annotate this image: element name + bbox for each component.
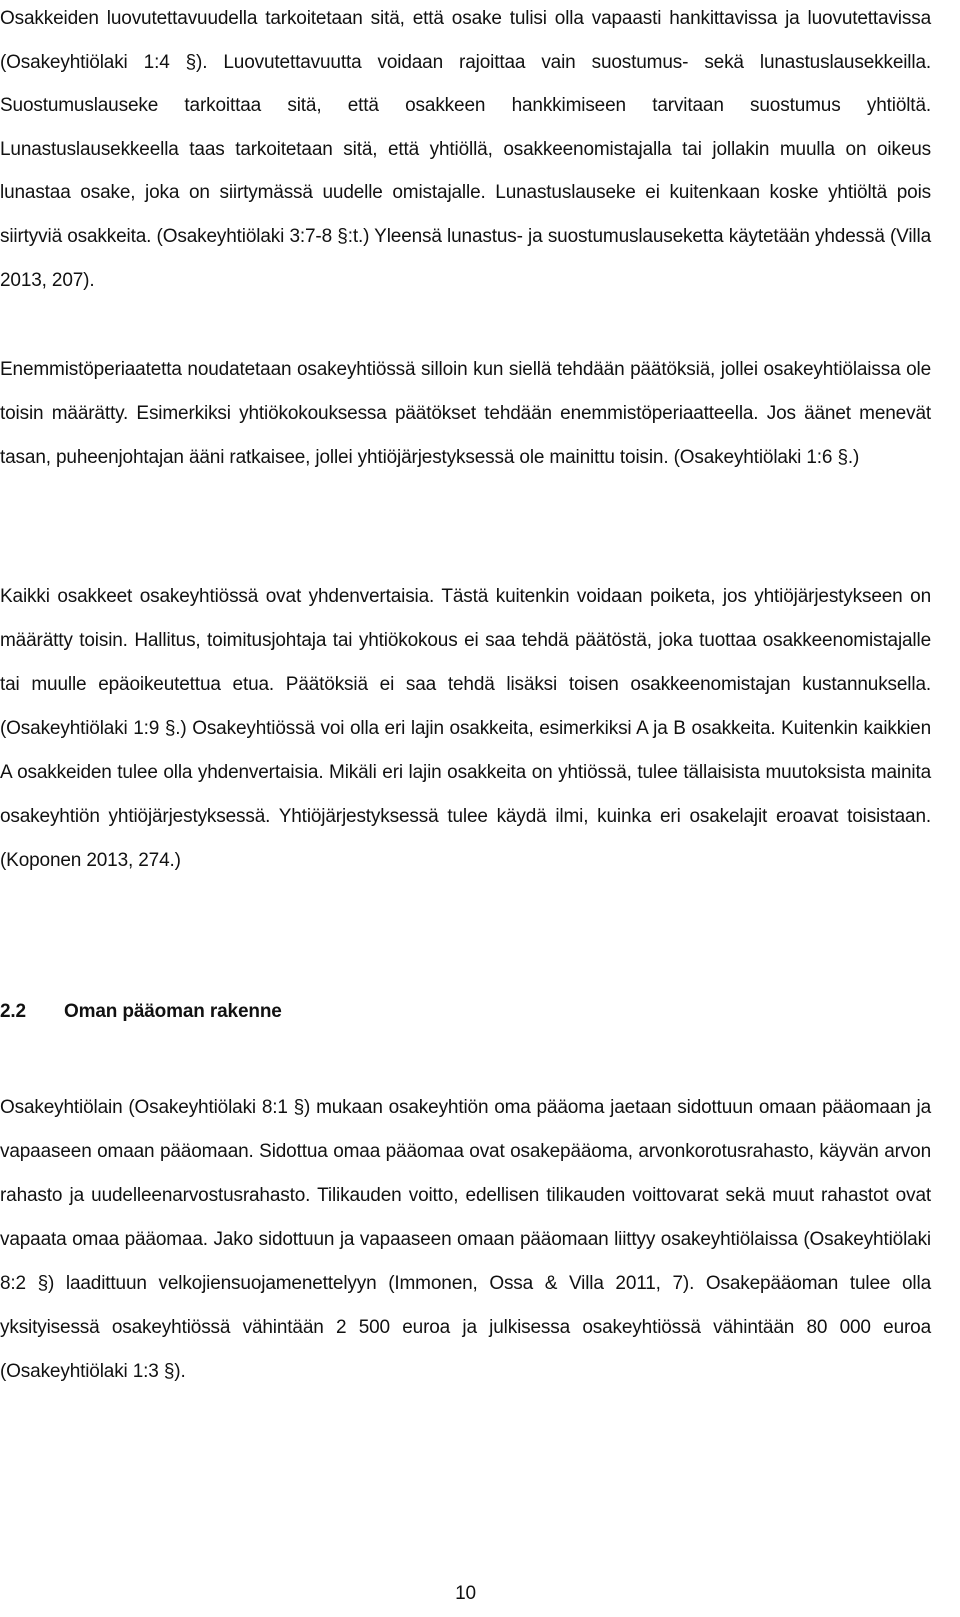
paragraph-equal-shares: Kaikki osakkeet osakeyhtiössä ovat yhdenvertaisia. Tästä kuitenkin voidaan poiketa, jos yhtiöjärjestykseen on määrätty toisin. Hallitus, toimitusjohtaja tai yhtiökokous ei saa tehdä päätöstä, joka tuottaa osakkeenomistajalle tai muulle epäoikeutettua etua. Päätöksiä ei saa tehdä lisäksi toisen osakkeenomistajan kustannuksella. (Osakeyhtiölaki 1:9 §.) Osakeyhtiössä voi olla eri lajin osakkeita, esimerkiksi A ja B osakkeita. Kuitenkin kaikkien A osakkeiden tulee olla yhdenvertaisia. Mikäli eri lajin osakkeita on yhtiössä, tulee tällaisista muutoksista mainita osakeyhtiön yhtiöjärjestyksessä. Yhtiöjärjestyksessä tulee käydä ilmi, kuinka eri osakelajit eroavat toisistaan. (Koponen 2013, 274.) [0, 586, 931, 871]
section-heading [0, 990, 931, 1034]
section-number: 2.2 [0, 1001, 26, 1022]
paragraph-majority-principle: Enemmistöperiaatetta noudatetaan osakeyhtiössä silloin kun siellä tehdään päätöksiä, jollei osakeyhtiölaissa ole toisin määrätty. Esimerkiksi yhtiökokouksessa päätökset tehdään enemmistöperiaatteella. Jos äänet menevät tasan, puheenjohtajan ääni ratkaisee, jollei yhtiöjärjestyksessä ole mainittu toisin. (Osakeyhtiölaki 1:6 §.) [0, 359, 931, 468]
paragraph-equity-structure: Osakeyhtiölain (Osakeyhtiölaki 8:1 §) mukaan osakeyhtiön oma pääoma jaetaan sidottuun omaan pääomaan ja vapaaseen omaan pääomaan. Sidottua omaa pääomaa ovat osakepääoma, arvonkorotusrahasto, käyvän arvon rahasto ja uudelleenarvostusrahasto. Tilikauden voitto, edellisen tilikauden voittovarat sekä muut rahastot ovat vapaata omaa pääomaa. Jako sidottuun ja vapaaseen omaan pääomaan liittyy osakeyhtiölaissa (Osakeyhtiölaki 8:2 §) laadittuun velkojiensuojamenettelyyn (Immonen, Ossa & Villa 2011, 7). Osakepääoman tulee olla yksityisessä osakeyhtiössä vähintään 2 500 euroa ja julkisessa osakeyhtiössä vähintään 80 000 euroa (Osakeyhtiölaki 1:3 §). [0, 1097, 931, 1382]
page-number: 10 [455, 1583, 476, 1604]
section-title: Oman pääoman rakenne [64, 1001, 282, 1022]
paragraph-share-transferability: Osakkeiden luovutettavuudella tarkoitetaan sitä, että osake tulisi olla vapaasti hankittavissa ja luovutettavissa (Osakeyhtiölaki 1:4 §). Luovutettavuutta voidaan rajoittaa vain suostumus- sekä lunastuslausekkeilla. Suostumuslauseke tarkoittaa sitä, että osakkeen hankkimiseen tarvitaan suostumus yhtiöltä. Lunastuslausekkeella taas tarkoitetaan sitä, että yhtiöllä, osakkeenomistajalla tai jollakin muulla on oikeus lunastaa osake, joka on siirtymässä uudelle omistajalle. Lunastuslauseke ei kuitenkaan koske yhtiöltä pois siirtyviä osakkeita. (Osakeyhtiölaki 3:7-8 §:t.) Yleensä lunastus- ja suostumuslauseketta käytetään yhdessä (Villa 2013, 207). [0, 8, 931, 291]
